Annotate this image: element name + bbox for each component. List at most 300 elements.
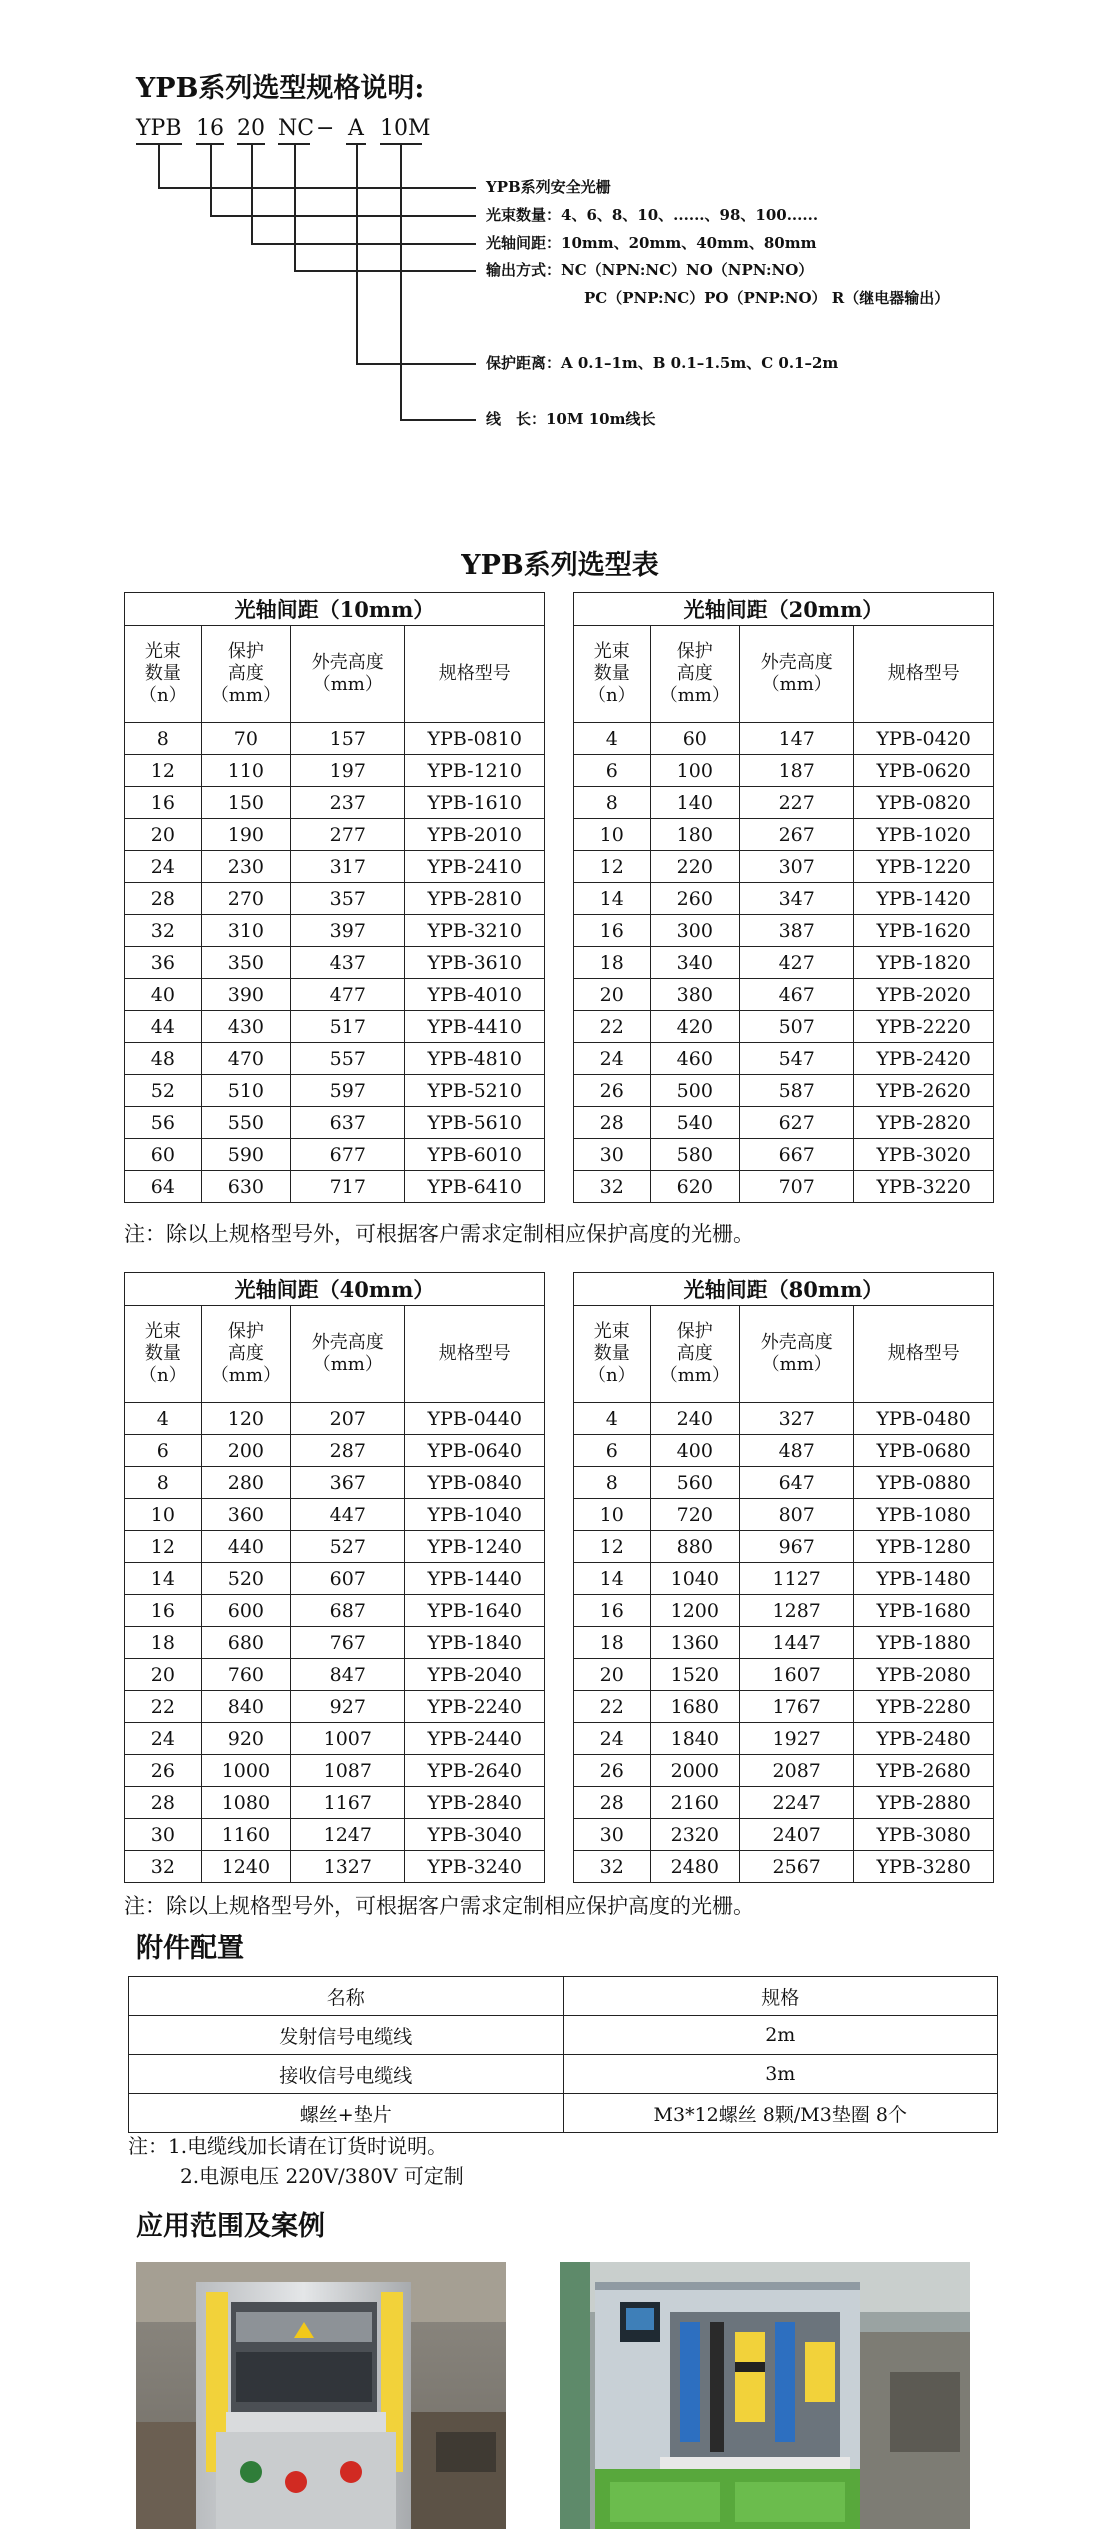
table-cell: 340: [650, 947, 739, 979]
acc-spec: 3m: [563, 2055, 998, 2094]
table-cell: 12: [125, 755, 202, 787]
table-gap: [545, 1755, 574, 1787]
table-cell: 1000: [201, 1755, 290, 1787]
table-cell: 22: [573, 1691, 650, 1723]
table-cell: 200: [201, 1435, 290, 1467]
table-cell: 507: [740, 1011, 854, 1043]
table-cell: 1607: [740, 1659, 854, 1691]
table-cell: YPB-1680: [854, 1595, 994, 1627]
table-cell: 717: [291, 1171, 405, 1203]
table-cell: YPB-1440: [405, 1563, 545, 1595]
table-cell: 2247: [740, 1787, 854, 1819]
connector-line: [251, 143, 253, 243]
table-cell: 14: [573, 883, 650, 915]
table-gap: [545, 723, 574, 755]
column-header: 光束 数量 （n）: [573, 1306, 650, 1403]
column-header: 规格型号: [854, 626, 994, 723]
table-cell: YPB-2280: [854, 1691, 994, 1723]
table-title: YPB系列选型表: [461, 550, 659, 581]
table-cell: YPB-0680: [854, 1435, 994, 1467]
table-cell: YPB-2620: [854, 1075, 994, 1107]
table-cell: 477: [291, 979, 405, 1011]
table-gap: [545, 626, 574, 723]
table-cell: 520: [201, 1563, 290, 1595]
table-cell: YPB-3280: [854, 1851, 994, 1883]
table-cell: 280: [201, 1467, 290, 1499]
table-cell: 100: [650, 755, 739, 787]
table-gap: [545, 1107, 574, 1139]
column-header: 保护 高度 （mm）: [650, 1306, 739, 1403]
table-gap: [545, 947, 574, 979]
table-cell: 2407: [740, 1819, 854, 1851]
table-cell: 40: [125, 979, 202, 1011]
table-cell: 187: [740, 755, 854, 787]
table-cell: 197: [291, 755, 405, 787]
table-cell: 147: [740, 723, 854, 755]
table-gap: [545, 851, 574, 883]
table-cell: 18: [125, 1627, 202, 1659]
table-cell: YPB-0620: [854, 755, 994, 787]
table-cell: 470: [201, 1043, 290, 1075]
table-cell: 2087: [740, 1755, 854, 1787]
table-cell: 32: [573, 1851, 650, 1883]
table-cell: 1767: [740, 1691, 854, 1723]
table-cell: 260: [650, 883, 739, 915]
table-cell: 847: [291, 1659, 405, 1691]
table-cell: 1927: [740, 1723, 854, 1755]
table-cell: 30: [125, 1819, 202, 1851]
table-cell: 807: [740, 1499, 854, 1531]
table-cell: YPB-6010: [405, 1139, 545, 1171]
table-cell: 20: [125, 1659, 202, 1691]
table-cell: 587: [740, 1075, 854, 1107]
table-row: [125, 1627, 994, 1659]
table-cell: YPB-2010: [405, 819, 545, 851]
table-gap: [545, 755, 574, 787]
table-cell: 327: [740, 1403, 854, 1435]
table-cell: 420: [650, 1011, 739, 1043]
table-cell: 28: [573, 1787, 650, 1819]
table-cell: 32: [125, 915, 202, 947]
table-gap: [545, 979, 574, 1011]
table-cell: 16: [125, 1595, 202, 1627]
table-cell: 707: [740, 1171, 854, 1203]
column-header: 保护 高度 （mm）: [201, 626, 290, 723]
table-cell: 2480: [650, 1851, 739, 1883]
acc-spec: 2m: [563, 2016, 998, 2055]
table-cell: 4: [573, 1403, 650, 1435]
table-cell: YPB-1640: [405, 1595, 545, 1627]
table-cell: 110: [201, 755, 290, 787]
table-row: [125, 1851, 994, 1883]
table-cell: YPB-2480: [854, 1723, 994, 1755]
table-cell: 6: [573, 755, 650, 787]
table-cell: 8: [573, 787, 650, 819]
table-group-title: 光轴间距（80mm）: [573, 1273, 993, 1306]
table-cell: YPB-2220: [854, 1011, 994, 1043]
table-cell: 44: [125, 1011, 202, 1043]
table-cell: YPB-3040: [405, 1819, 545, 1851]
table-cell: 1007: [291, 1723, 405, 1755]
table-gap: [545, 1139, 574, 1171]
table-cell: 630: [201, 1171, 290, 1203]
table-cell: YPB-0440: [405, 1403, 545, 1435]
table-cell: 32: [125, 1851, 202, 1883]
table-gap: [545, 1851, 574, 1883]
table-row: [125, 1787, 994, 1819]
table-cell: 467: [740, 979, 854, 1011]
table-cell: 60: [650, 723, 739, 755]
table-sub-header: [125, 626, 994, 723]
table-cell: 16: [125, 787, 202, 819]
column-header: 外壳高度 （mm）: [740, 1306, 854, 1403]
table-gap: [545, 787, 574, 819]
table-cell: 487: [740, 1435, 854, 1467]
spec-table-40-80: [124, 1272, 994, 1883]
table-gap: [545, 1659, 574, 1691]
table-cell: YPB-2810: [405, 883, 545, 915]
table-row: [125, 1723, 994, 1755]
table-cell: 16: [573, 915, 650, 947]
table-cell: 627: [740, 1107, 854, 1139]
table-cell: 28: [125, 883, 202, 915]
table-cell: 920: [201, 1723, 290, 1755]
table-cell: YPB-4410: [405, 1011, 545, 1043]
table-cell: YPB-1620: [854, 915, 994, 947]
table-cell: YPB-2420: [854, 1043, 994, 1075]
table-row: [125, 1691, 994, 1723]
column-header: 外壳高度 （mm）: [291, 626, 405, 723]
table-cell: 36: [125, 947, 202, 979]
table-cell: YPB-4010: [405, 979, 545, 1011]
table-cell: 277: [291, 819, 405, 851]
table-cell: 30: [573, 1139, 650, 1171]
table-cell: 20: [573, 1659, 650, 1691]
table-cell: YPB-2640: [405, 1755, 545, 1787]
column-header: 规格型号: [854, 1306, 994, 1403]
table-cell: 500: [650, 1075, 739, 1107]
table-cell: 317: [291, 851, 405, 883]
table-cell: 14: [573, 1563, 650, 1595]
table-sub-header: [125, 1306, 994, 1403]
code-pitch: 20: [237, 116, 265, 141]
connector-line: [294, 270, 476, 272]
code-dash: −: [316, 116, 335, 141]
table-cell: YPB-0420: [854, 723, 994, 755]
table-cell: 14: [125, 1563, 202, 1595]
table-cell: YPB-1480: [854, 1563, 994, 1595]
column-header: 光束 数量 （n）: [125, 626, 202, 723]
table-cell: 547: [740, 1043, 854, 1075]
table-cell: 24: [573, 1043, 650, 1075]
table-cell: 1840: [650, 1723, 739, 1755]
table-cell: 1240: [201, 1851, 290, 1883]
table-cell: YPB-3210: [405, 915, 545, 947]
table-cell: 367: [291, 1467, 405, 1499]
table-cell: 48: [125, 1043, 202, 1075]
table-cell: 220: [650, 851, 739, 883]
table-gap: [545, 1435, 574, 1467]
table-gap: [545, 1787, 574, 1819]
acc-header-spec: 规格: [563, 1977, 998, 2016]
table-row: [125, 851, 994, 883]
acc-header-name: 名称: [129, 1977, 564, 2016]
table-row: [125, 1107, 994, 1139]
table-row: [125, 1659, 994, 1691]
table-row: [125, 1435, 994, 1467]
table-row: [125, 723, 994, 755]
table-cell: 1167: [291, 1787, 405, 1819]
table-cell: 927: [291, 1691, 405, 1723]
table-cell: 680: [201, 1627, 290, 1659]
table-cell: 2160: [650, 1787, 739, 1819]
table-cell: 26: [125, 1755, 202, 1787]
table-cell: 1360: [650, 1627, 739, 1659]
acc-name: 接收信号电缆线: [129, 2055, 564, 2094]
table-row: [125, 1171, 994, 1203]
table-row: [125, 1755, 994, 1787]
table-cell: 1200: [650, 1595, 739, 1627]
table-cell: YPB-1820: [854, 947, 994, 979]
connector-line: [158, 187, 476, 189]
table-cell: YPB-2820: [854, 1107, 994, 1139]
connector-line: [400, 419, 476, 421]
desc-beams: 光束数量：4、6、8、10、......、98、100......: [486, 206, 819, 224]
table-cell: YPB-1280: [854, 1531, 994, 1563]
table-cell: 2567: [740, 1851, 854, 1883]
table-cell: 120: [201, 1403, 290, 1435]
table-group-title: 光轴间距（10mm）: [125, 593, 545, 626]
table-cell: 1247: [291, 1819, 405, 1851]
table-row: [125, 1563, 994, 1595]
table-cell: 10: [125, 1499, 202, 1531]
table-row: [125, 883, 994, 915]
table-cell: 8: [125, 723, 202, 755]
column-header: 光束 数量 （n）: [125, 1306, 202, 1403]
table-cell: 4: [573, 723, 650, 755]
table-cell: 6: [125, 1435, 202, 1467]
table-cell: YPB-3080: [854, 1819, 994, 1851]
acc-name: 发射信号电缆线: [129, 2016, 564, 2055]
table-cell: 12: [573, 1531, 650, 1563]
table-cell: 667: [740, 1139, 854, 1171]
desc-pitch: 光轴间距：10mm、20mm、40mm、80mm: [486, 234, 817, 252]
connector-line: [158, 143, 160, 187]
table-cell: YPB-2240: [405, 1691, 545, 1723]
table-cell: YPB-2840: [405, 1787, 545, 1819]
desc-length: 线 长：10M 10m线长: [486, 410, 656, 428]
table-cell: 227: [740, 787, 854, 819]
table-cell: 840: [201, 1691, 290, 1723]
table-gap: [545, 1467, 574, 1499]
table-cell: YPB-3220: [854, 1171, 994, 1203]
table-cell: 607: [291, 1563, 405, 1595]
table-cell: 12: [573, 851, 650, 883]
table-cell: 647: [740, 1467, 854, 1499]
acc-note-2: 2.电源电压 220V/380V 可定制: [180, 2164, 464, 2188]
table-cell: 157: [291, 723, 405, 755]
table-cell: YPB-3020: [854, 1139, 994, 1171]
table-gap: [545, 1595, 574, 1627]
selection-title: YPB系列选型规格说明:: [136, 73, 425, 104]
table-cell: 1680: [650, 1691, 739, 1723]
table-cell: 22: [573, 1011, 650, 1043]
table-cell: 18: [573, 947, 650, 979]
desc-distance: 保护距离：A 0.1–1m、B 0.1–1.5m、C 0.1–2m: [486, 354, 839, 372]
connector-line: [356, 363, 476, 365]
connector-line: [210, 215, 476, 217]
table-gap: [545, 1171, 574, 1203]
table-cell: YPB-1420: [854, 883, 994, 915]
table-body: [125, 1403, 994, 1883]
table-cell: 460: [650, 1043, 739, 1075]
table-cell: YPB-5210: [405, 1075, 545, 1107]
column-header: 保护 高度 （mm）: [650, 626, 739, 723]
column-header: 规格型号: [405, 1306, 545, 1403]
table-gap: [545, 1075, 574, 1107]
table-row: [125, 1499, 994, 1531]
table-gap: [545, 1563, 574, 1595]
table-cell: YPB-0880: [854, 1467, 994, 1499]
table-gap: [545, 1499, 574, 1531]
table-cell: 387: [740, 915, 854, 947]
table-cell: YPB-3240: [405, 1851, 545, 1883]
table-cell: 1080: [201, 1787, 290, 1819]
table-gap: [545, 1531, 574, 1563]
table-cell: 517: [291, 1011, 405, 1043]
table-cell: 360: [201, 1499, 290, 1531]
table-gap: [545, 1273, 574, 1306]
table-note: 注：除以上规格型号外，可根据客户需求定制相应保护高度的光栅。: [124, 1222, 754, 1246]
table-cell: 760: [201, 1659, 290, 1691]
table-cell: 1447: [740, 1627, 854, 1659]
code-length: 10M: [380, 116, 431, 141]
table-gap: [545, 819, 574, 851]
table-gap: [545, 1403, 574, 1435]
table-row: [125, 915, 994, 947]
table-cell: 2320: [650, 1819, 739, 1851]
acc-spec: M3*12螺丝 8颗/M3垫圈 8个: [563, 2094, 998, 2133]
accessories-title: 附件配置: [136, 1933, 244, 1964]
table-cell: 600: [201, 1595, 290, 1627]
table-cell: 26: [573, 1755, 650, 1787]
table-cell: 64: [125, 1171, 202, 1203]
table-cell: 60: [125, 1139, 202, 1171]
table-cell: 1520: [650, 1659, 739, 1691]
table-gap: [545, 915, 574, 947]
press-machine-photo: [136, 2262, 506, 2529]
desc-series: YPB系列安全光栅: [486, 178, 611, 196]
table-row: [125, 755, 994, 787]
code-series: YPB: [136, 116, 182, 141]
table-gap: [545, 1011, 574, 1043]
table-cell: YPB-3610: [405, 947, 545, 979]
table-cell: 430: [201, 1011, 290, 1043]
table-gap: [545, 883, 574, 915]
table-cell: 1127: [740, 1563, 854, 1595]
table-row: [125, 819, 994, 851]
table-cell: 22: [125, 1691, 202, 1723]
table-cell: 12: [125, 1531, 202, 1563]
table-cell: YPB-4810: [405, 1043, 545, 1075]
table-body: [125, 723, 994, 1203]
table-cell: 24: [125, 1723, 202, 1755]
table-cell: 1087: [291, 1755, 405, 1787]
table-note: 注：除以上规格型号外，可根据客户需求定制相应保护高度的光栅。: [124, 1894, 754, 1918]
table-cell: 32: [573, 1171, 650, 1203]
table-gap: [545, 593, 574, 626]
table-cell: 207: [291, 1403, 405, 1435]
acc-note-1: 注：1.电缆线加长请在订货时说明。: [128, 2134, 448, 2158]
table-cell: 4: [125, 1403, 202, 1435]
table-cell: 30: [573, 1819, 650, 1851]
table-cell: 580: [650, 1139, 739, 1171]
table-cell: YPB-0640: [405, 1435, 545, 1467]
table-cell: 390: [201, 979, 290, 1011]
table-cell: 24: [573, 1723, 650, 1755]
table-cell: YPB-0480: [854, 1403, 994, 1435]
table-row: [125, 1139, 994, 1171]
table-cell: 620: [650, 1171, 739, 1203]
table-cell: YPB-1020: [854, 819, 994, 851]
table-cell: 1327: [291, 1851, 405, 1883]
table-cell: 150: [201, 787, 290, 819]
column-header: 外壳高度 （mm）: [291, 1306, 405, 1403]
table-row: [125, 787, 994, 819]
table-row: [125, 1043, 994, 1075]
table-gap: [545, 1306, 574, 1403]
table-cell: YPB-0820: [854, 787, 994, 819]
table-cell: 427: [740, 947, 854, 979]
table-cell: 557: [291, 1043, 405, 1075]
table-cell: 1287: [740, 1595, 854, 1627]
table-cell: 380: [650, 979, 739, 1011]
table-cell: YPB-2440: [405, 1723, 545, 1755]
table-cell: 597: [291, 1075, 405, 1107]
table-cell: 2000: [650, 1755, 739, 1787]
table-cell: YPB-2080: [854, 1659, 994, 1691]
table-gap: [545, 1627, 574, 1659]
table-cell: 310: [201, 915, 290, 947]
table-cell: 20: [125, 819, 202, 851]
table-cell: YPB-5610: [405, 1107, 545, 1139]
table-cell: 510: [201, 1075, 290, 1107]
table-cell: 400: [650, 1435, 739, 1467]
column-header: 规格型号: [405, 626, 545, 723]
table-cell: 240: [650, 1403, 739, 1435]
table-cell: 767: [291, 1627, 405, 1659]
table-row: [125, 1075, 994, 1107]
table-cell: 637: [291, 1107, 405, 1139]
table-cell: 140: [650, 787, 739, 819]
code-output: NC: [278, 116, 315, 141]
spec-table-10-20: [124, 592, 994, 1203]
table-cell: 70: [201, 723, 290, 755]
table-row: [125, 1531, 994, 1563]
column-header: 光束 数量 （n）: [573, 626, 650, 723]
table-cell: YPB-2880: [854, 1787, 994, 1819]
table-cell: YPB-1840: [405, 1627, 545, 1659]
column-header: 保护 高度 （mm）: [201, 1306, 290, 1403]
applications-title: 应用范围及案例: [136, 2211, 325, 2242]
connector-line: [400, 143, 402, 419]
table-cell: 10: [573, 1499, 650, 1531]
table-cell: 287: [291, 1435, 405, 1467]
table-group-title: 光轴间距（20mm）: [573, 593, 993, 626]
table-cell: 880: [650, 1531, 739, 1563]
table-cell: 350: [201, 947, 290, 979]
table-cell: 527: [291, 1531, 405, 1563]
